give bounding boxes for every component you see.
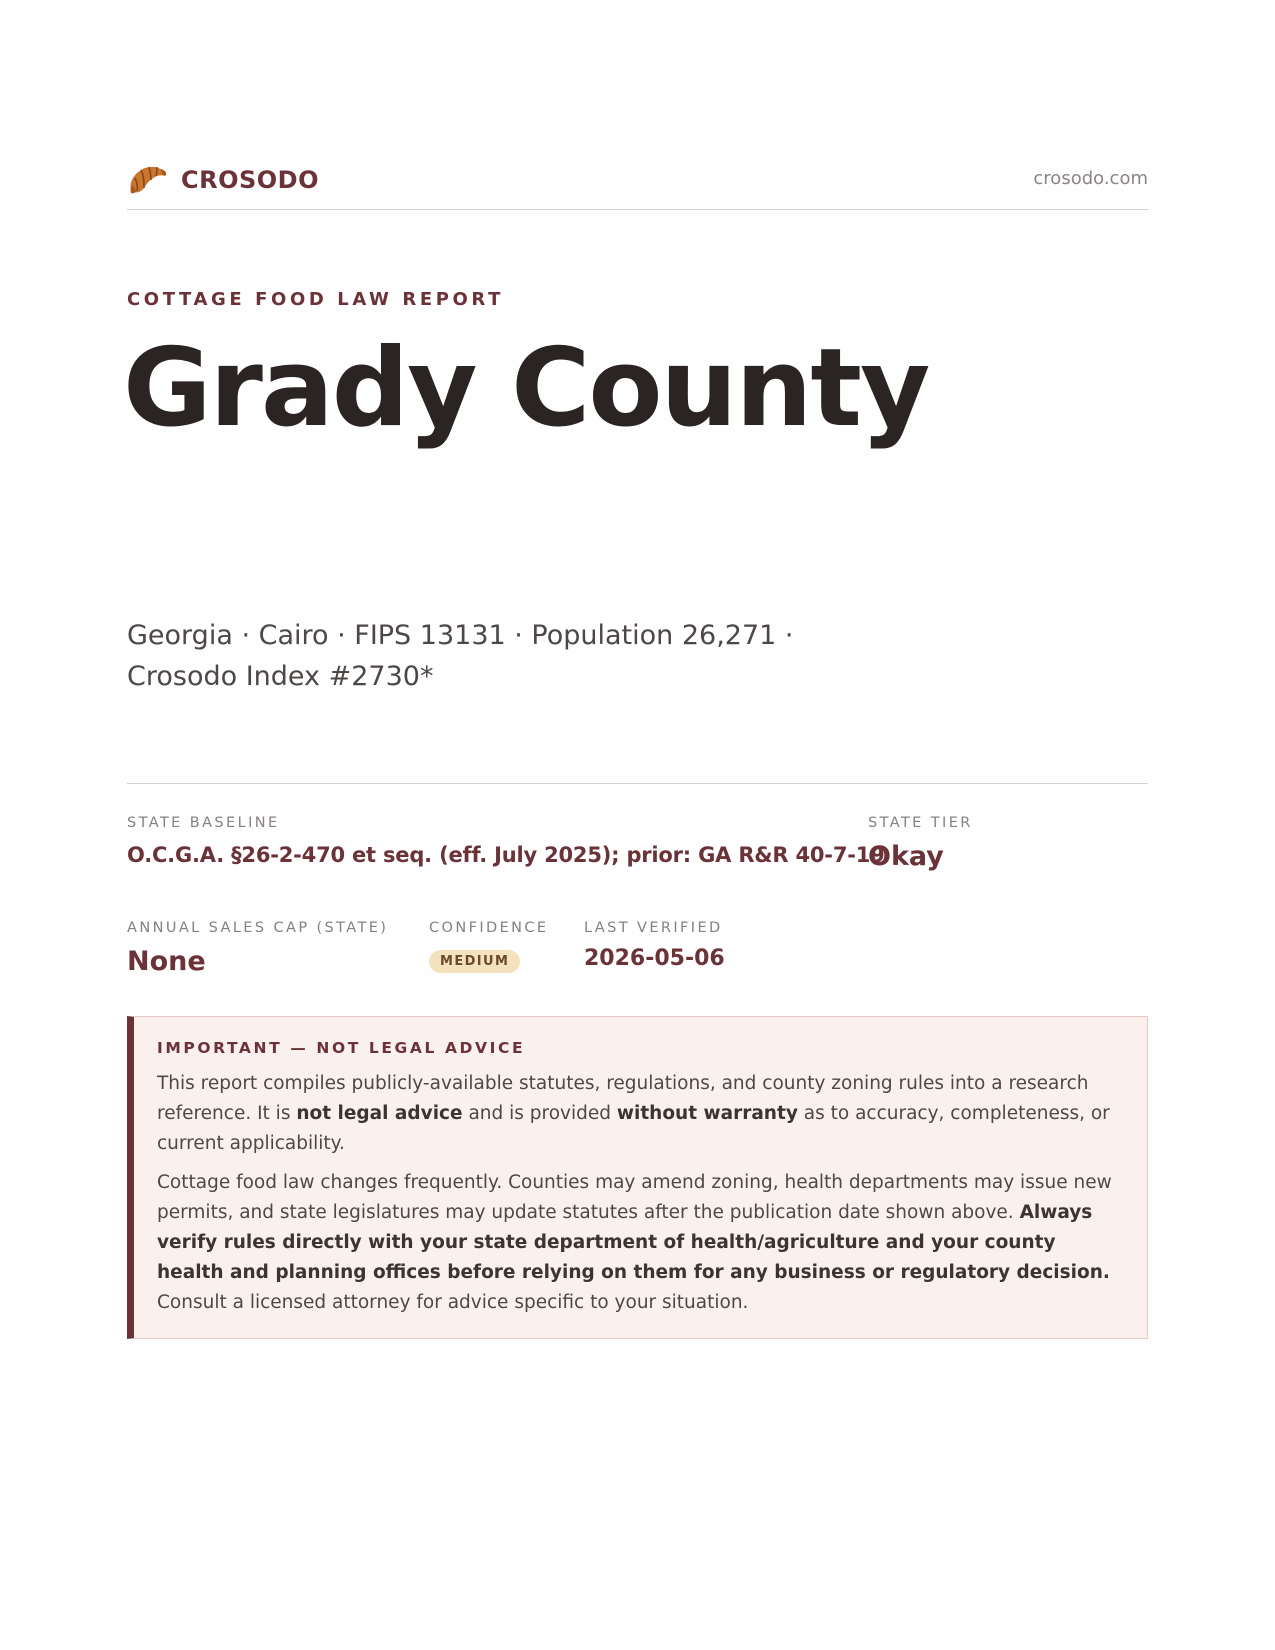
page-title: Grady County — [123, 326, 929, 451]
sales-cap-field — [127, 920, 388, 977]
notice-p1-text: as to accuracy, completeness, or current applicability. — [157, 1103, 1110, 1154]
state-tier-value: Okay — [868, 841, 944, 872]
section-divider — [127, 783, 1148, 784]
notice-paragraph-2 — [157, 1168, 1119, 1318]
confidence-field — [429, 920, 548, 973]
notice-title: IMPORTANT — NOT LEGAL ADVICE — [157, 1039, 526, 1057]
report-kicker: COTTAGE FOOD LAW REPORT — [127, 289, 504, 310]
sales-cap-value: None — [127, 946, 206, 977]
last-verified-field — [584, 920, 725, 971]
sales-cap-label: ANNUAL SALES CAP (STATE) — [127, 920, 389, 936]
croissant-icon — [127, 161, 169, 199]
confidence-label: CONFIDENCE — [429, 920, 549, 936]
report-subtitle: Georgia · Cairo · FIPS 13131 · Population 26,271 · Crosodo Index #2730* — [127, 620, 794, 692]
notice-p2-text: Cottage food law changes frequently. Counties may amend zoning, health departments may issue new permits, and state legislatures may update statutes after the publication date shown above. — [157, 1172, 1112, 1223]
last-verified-label: LAST VERIFIED — [584, 920, 723, 936]
report-page — [123, 0, 1148, 1650]
brand-name: CROSODO — [181, 166, 320, 194]
notice-p2-emphasis-verify: Always verify rules directly with your state department of health/agriculture and your county health and planning offices before relying on them for any business or regulatory decision. — [157, 1202, 1110, 1283]
state-baseline-value: O.C.G.A. §26-2-470 et seq. (eff. July 2025); prior: GA R&R 40-7-19 — [127, 843, 885, 867]
last-verified-value: 2026-05-06 — [584, 946, 725, 971]
header — [127, 158, 1148, 210]
notice-p1-text: This report compiles publicly-available statutes, regulations, and county zoning rules into a research reference. It is — [157, 1073, 1089, 1124]
site-url-link[interactable]: crosodo.com — [1033, 168, 1148, 189]
legal-notice — [127, 1016, 1148, 1339]
notice-paragraph-1 — [157, 1069, 1119, 1159]
notice-p1-text: and is provided — [462, 1103, 617, 1124]
notice-p1-emphasis-legal: not legal advice — [296, 1103, 463, 1124]
notice-p1-emphasis-warranty: without warranty — [616, 1103, 798, 1124]
state-tier-field — [868, 815, 973, 872]
notice-p2-text: Consult a licensed attorney for advice specific to your situation. — [157, 1292, 749, 1313]
brand[interactable] — [127, 161, 319, 199]
state-baseline-field — [127, 815, 885, 867]
confidence-badge: MEDIUM — [429, 950, 520, 973]
state-baseline-label: STATE BASELINE — [127, 815, 280, 831]
state-tier-label: STATE TIER — [868, 815, 973, 831]
